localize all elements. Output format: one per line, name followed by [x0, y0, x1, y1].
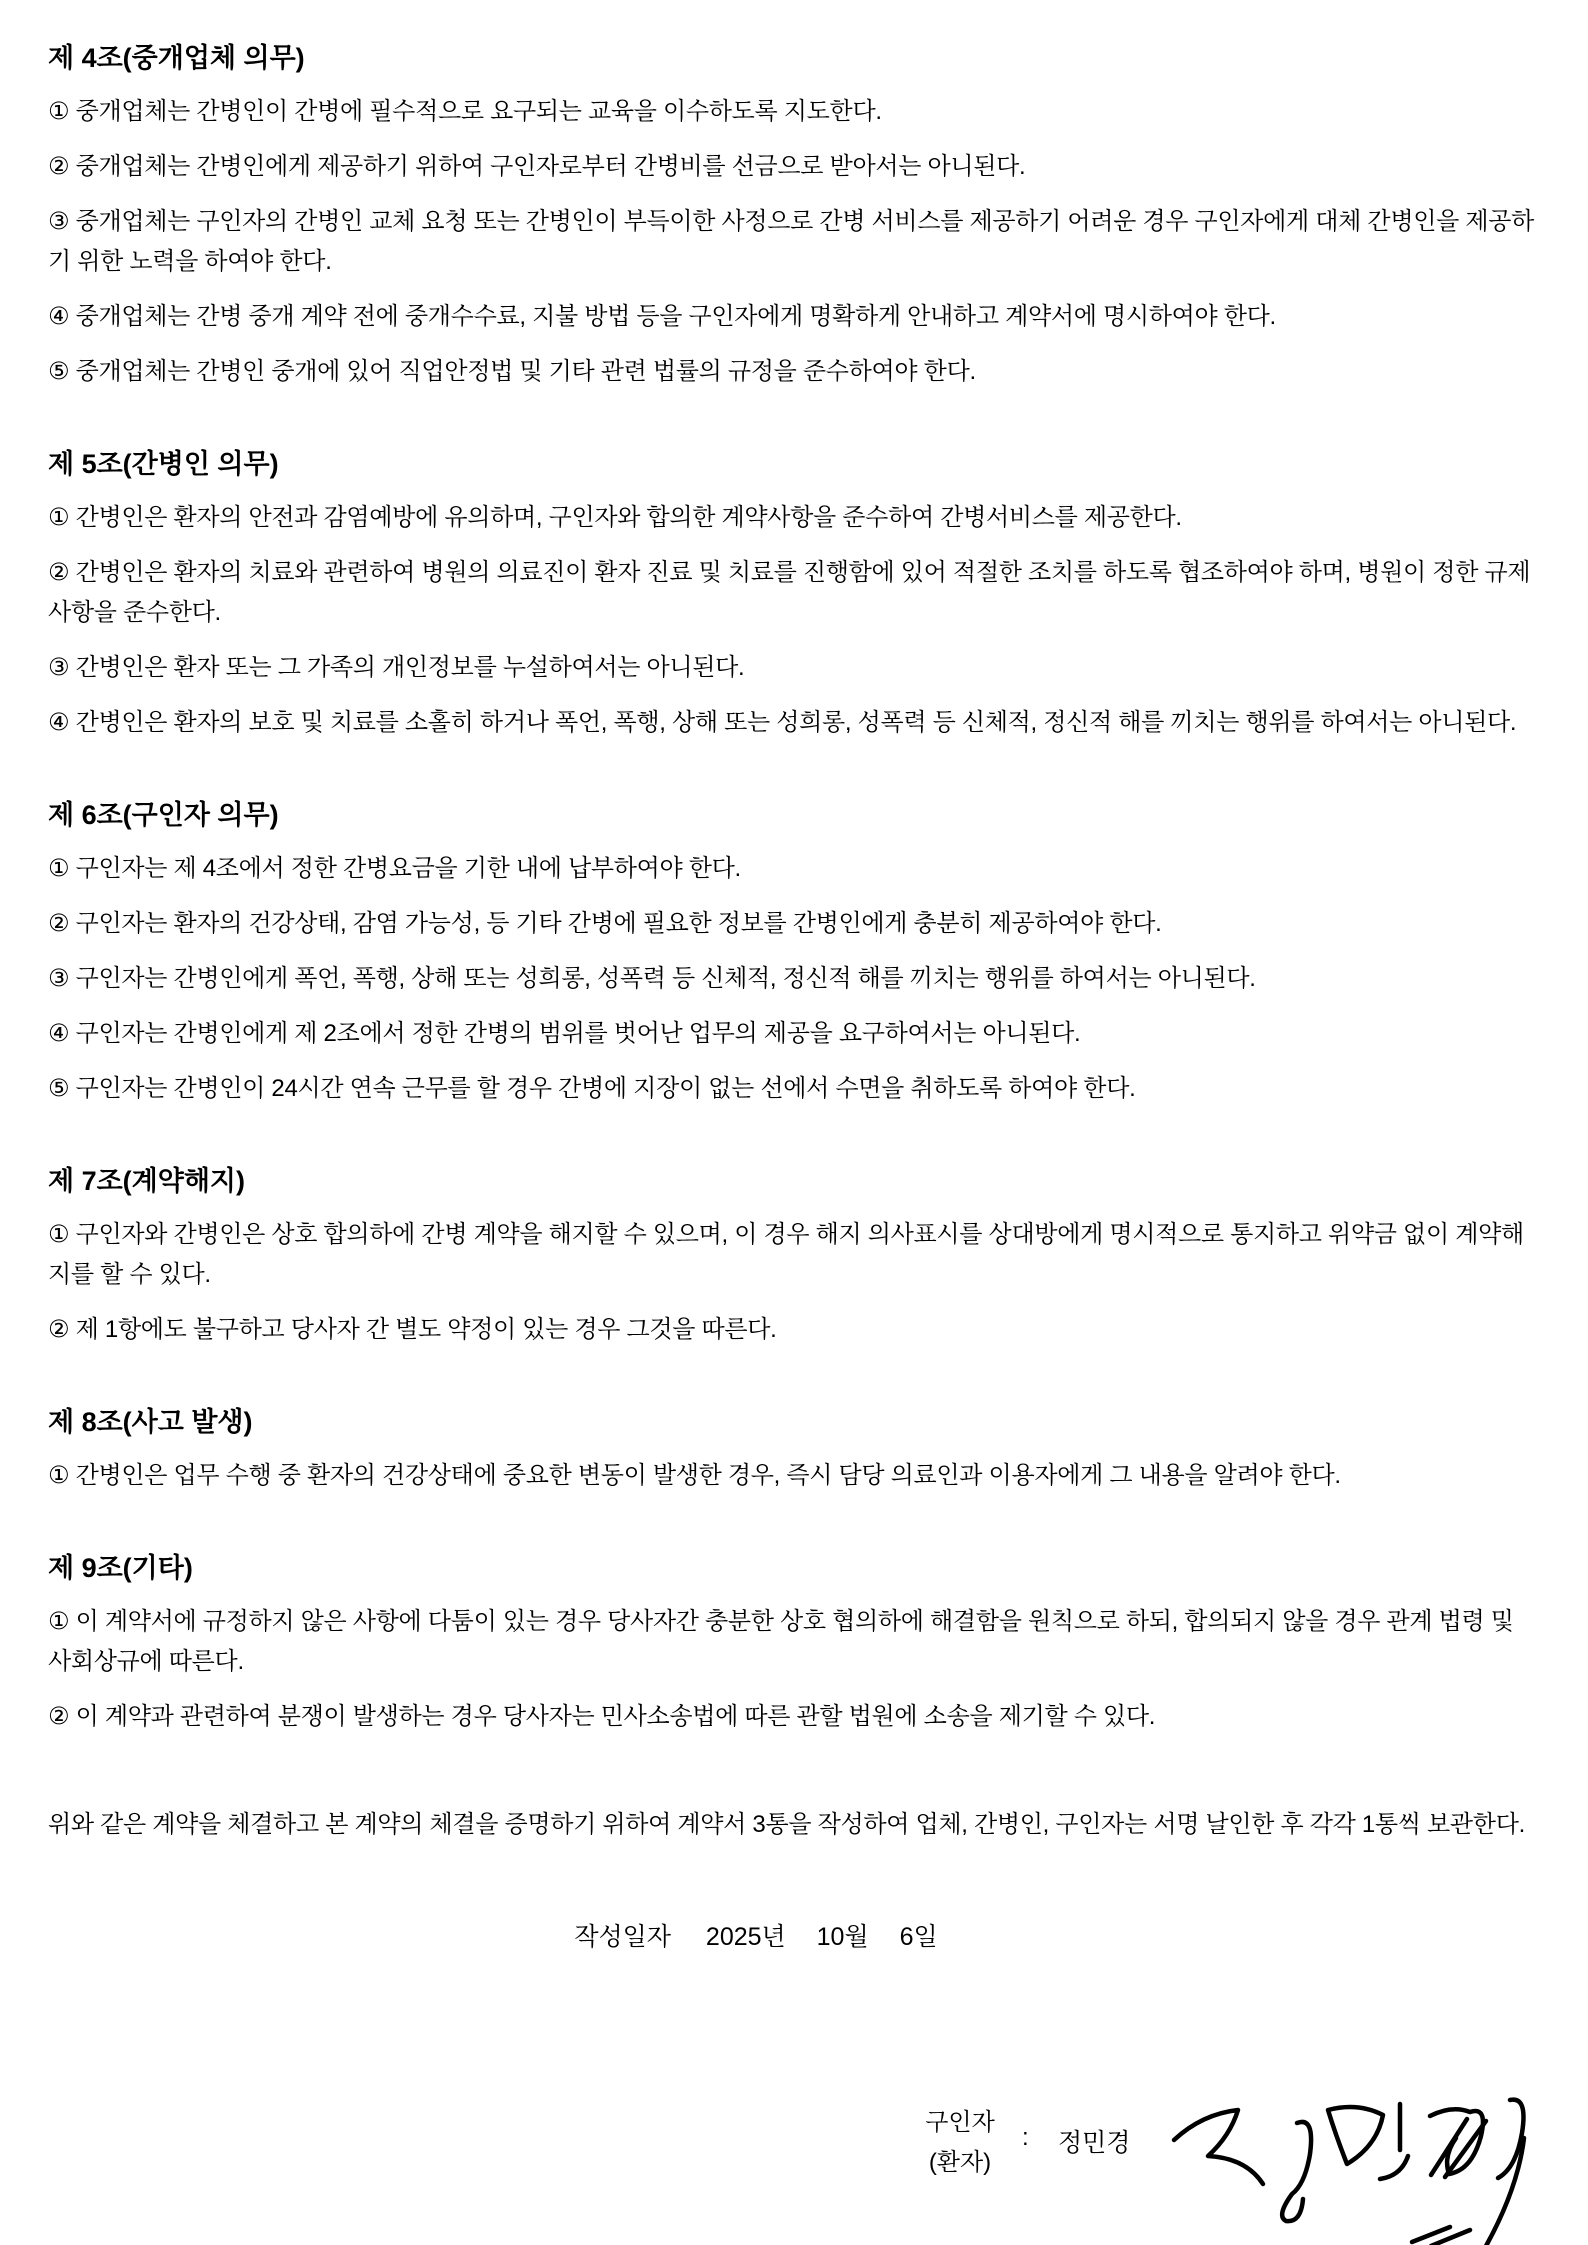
- article-5-title: 제 5조(간병인 의무): [48, 449, 279, 479]
- date-line: [10, 1917, 1502, 1957]
- article-7-item-2: ② 제 1항에도 불구하고 당사자 간 별도 약정이 있는 경우 그것을 따른다.: [48, 1316, 777, 1343]
- article-6-item-3: ③ 구인자는 간병인에게 폭언, 폭행, 상해 또는 성희롱, 성폭력 등 신체적, 정신적 해를 끼치는 행위를 하여서는 아니된다.: [48, 965, 1256, 992]
- section-article-5: [48, 444, 1540, 743]
- article-6-item-2: ② 구인자는 환자의 건강상태, 감염 가능성, 등 기타 간병에 필요한 정보를 간병인에게 충분히 제공하여야 한다.: [48, 910, 1162, 937]
- article-7-title: 제 7조(계약해지): [48, 1166, 245, 1196]
- article-8-title: 제 8조(사고 발생): [48, 1407, 253, 1437]
- article-4-item-4: ④ 중개업체는 간병 중개 계약 전에 중개수수료, 지불 방법 등을 구인자에게 명확하게 안내하고 계약서에 명시하여야 한다.: [48, 303, 1276, 330]
- article-4-item-5: ⑤ 중개업체는 간병인 중개에 있어 직업안정법 및 기타 관련 법률의 규정을 준수하여야 한다.: [48, 358, 976, 385]
- article-4-item-3: ③ 중개업체는 구인자의 간병인 교체 요청 또는 간병인이 부득이한 사정으로 간병 서비스를 제공하기 어려운 경우 구인자에게 대체 간병인을 제공하기 위한 노력을 하여야 한다.: [48, 208, 1534, 275]
- section-article-7: [48, 1161, 1540, 1350]
- section-article-9: [48, 1548, 1540, 1737]
- article-9-item-2: ② 이 계약과 관련하여 분쟁이 발생하는 경우 당사자는 민사소송법에 따른 관할 법원에 소송을 제기할 수 있다.: [48, 1703, 1156, 1730]
- article-9-title: 제 9조(기타): [48, 1553, 193, 1583]
- date-day: 6일: [899, 1923, 938, 1951]
- signer-name: 정민경: [1058, 2129, 1131, 2157]
- section-article-6: [48, 795, 1540, 1109]
- section-article-4: [48, 38, 1540, 392]
- article-6-title: 제 6조(구인자 의무): [48, 800, 279, 830]
- article-8-item-1: ① 간병인은 업무 수행 중 환자의 건강상태에 중요한 변동이 발생한 경우, 즉시 담당 의료인과 이용자에게 그 내용을 알려야 한다.: [48, 1462, 1341, 1489]
- signer-role: 구인자: [925, 2109, 995, 2136]
- article-9-item-1: ① 이 계약서에 규정하지 않은 사항에 다툼이 있는 경우 당사자간 충분한 상호 협의하에 해결함을 원칙으로 하되, 합의되지 않을 경우 관계 법령 및 사회상규에 따른다.: [48, 1608, 1514, 1675]
- signer-role-label: [918, 2103, 1002, 2183]
- article-4-item-1: ① 중개업체는 간병인이 간병에 필수적으로 요구되는 교육을 이수하도록 지도한다.: [48, 98, 882, 125]
- article-7-item-1: ① 구인자와 간병인은 상호 합의하에 간병 계약을 해지할 수 있으며, 이 경우 해지 의사표시를 상대방에게 명시적으로 통지하고 위약금 없이 계약해지를 할 수 있다.: [48, 1221, 1524, 1288]
- article-4-title: 제 4조(중개업체 의무): [48, 43, 305, 73]
- signer-colon: :: [1022, 2124, 1029, 2151]
- article-5-item-4: ④ 간병인은 환자의 보호 및 치료를 소홀히 하거나 폭언, 폭행, 상해 또는 성희롱, 성폭력 등 신체적, 정신적 해를 끼치는 행위를 하여서는 아니된다.: [48, 709, 1517, 736]
- date-label: 작성일자: [574, 1923, 671, 1951]
- date-year: 2025년: [705, 1923, 786, 1951]
- article-5-item-3: ③ 간병인은 환자 또는 그 가족의 개인정보를 누설하여서는 아니된다.: [48, 654, 745, 681]
- date-month: 10월: [816, 1923, 869, 1951]
- signer-role-sub: (환자): [928, 2149, 992, 2176]
- article-6-item-5: ⑤ 구인자는 간병인이 24시간 연속 근무를 할 경우 간병에 지장이 없는 선에서 수면을 취하도록 하여야 한다.: [48, 1075, 1136, 1102]
- article-5-item-1: ① 간병인은 환자의 안전과 감염예방에 유의하며, 구인자와 합의한 계약사항을 준수하여 간병서비스를 제공한다.: [48, 504, 1182, 531]
- article-4-item-2: ② 중개업체는 간병인에게 제공하기 위하여 구인자로부터 간병비를 선금으로 받아서는 아니된다.: [48, 153, 1026, 180]
- article-5-item-2: ② 간병인은 환자의 치료와 관련하여 병원의 의료진이 환자 진료 및 치료를 진행함에 있어 적절한 조치를 하도록 협조하여야 하며, 병원이 정한 규제사항을 준수한다.: [48, 559, 1531, 626]
- section-article-8: [48, 1402, 1540, 1496]
- article-6-item-4: ④ 구인자는 간병인에게 제 2조에서 정한 간병의 범위를 벗어난 업무의 제공을 요구하여서는 아니된다.: [48, 1020, 1081, 1047]
- article-6-item-1: ① 구인자는 제 4조에서 정한 간병요금을 기한 내에 납부하여야 한다.: [48, 855, 741, 882]
- handwritten-signature: [1150, 2078, 1588, 2245]
- closing-paragraph: 위와 같은 계약을 체결하고 본 계약의 체결을 증명하기 위하여 계약서 3통을 작성하여 업체, 간병인, 구인자는 서명 날인한 후 각각 1통씩 보관한다.: [48, 1811, 1525, 1838]
